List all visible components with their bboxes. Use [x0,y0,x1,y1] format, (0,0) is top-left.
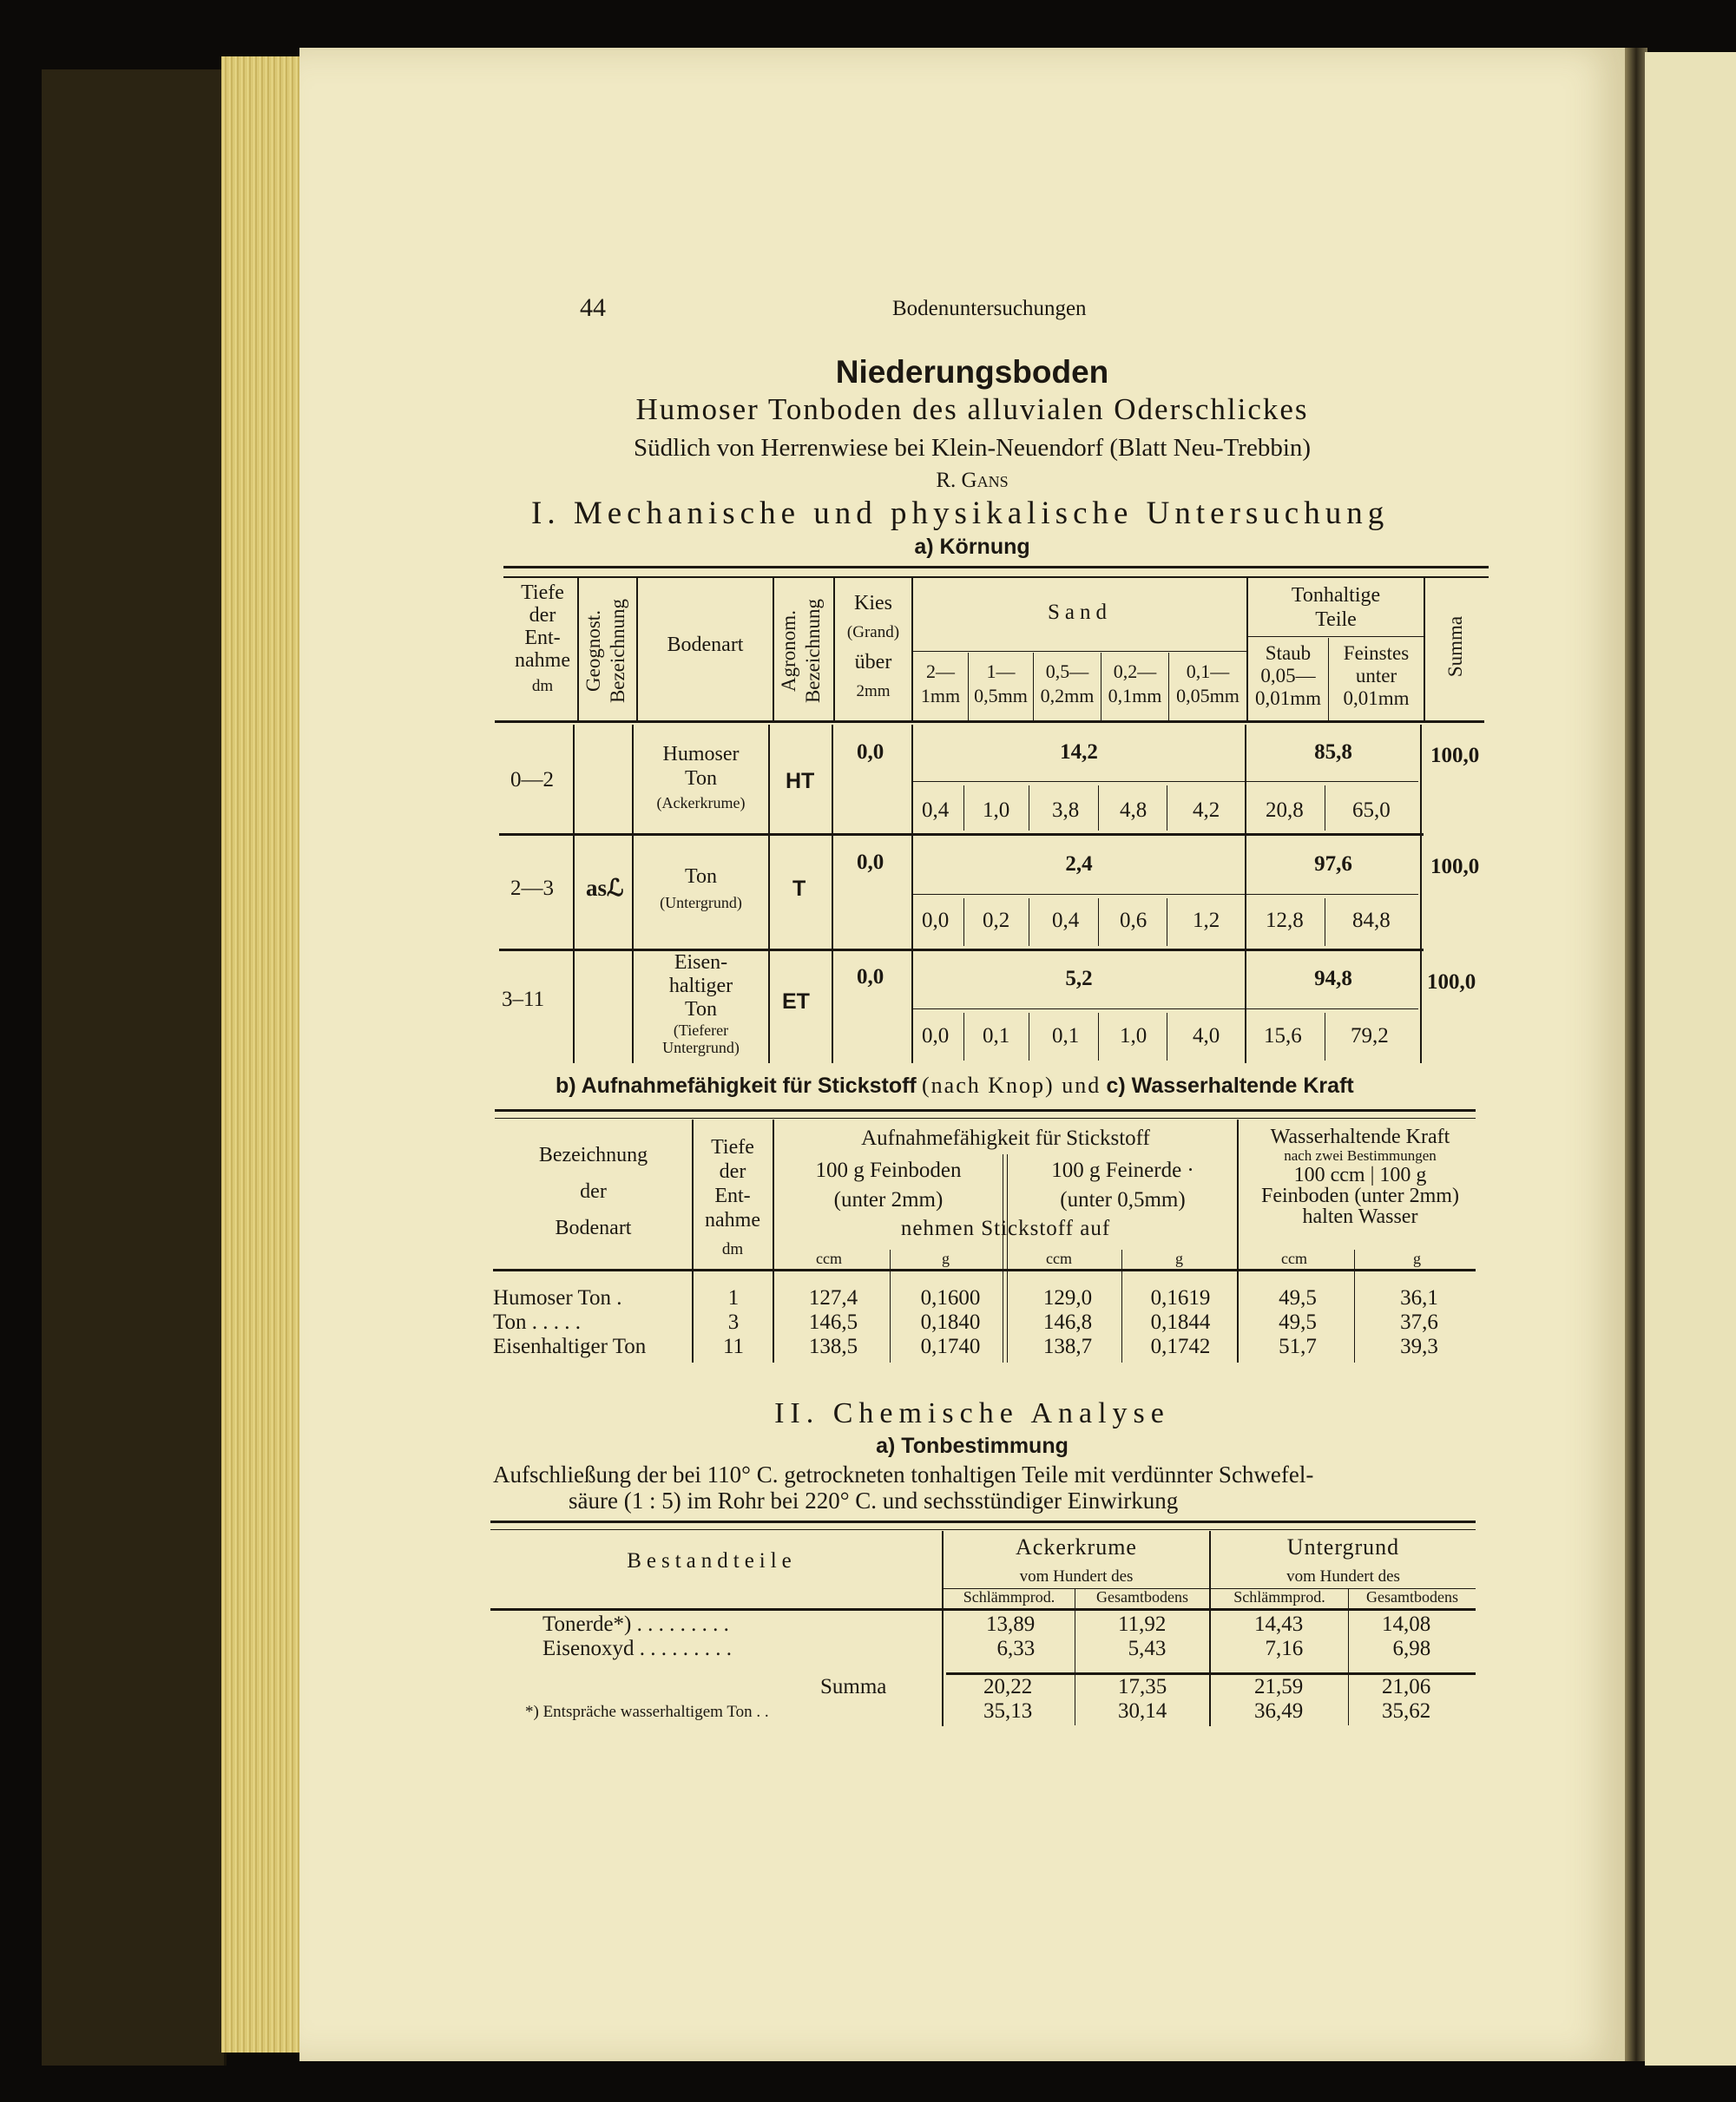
feinstes-value: 79,2 [1351,1024,1389,1048]
section1b-heading: b) Aufnahmefähigkeit für Stickstoff (nach Knop) und c) Wasserhaltende Kraft [556,1073,1354,1098]
value-column: 13,89 6,33 [986,1613,1036,1660]
value-column: 0,1600 0,1840 0,1740 [920,1286,981,1358]
sand-value: 0,0 [922,1024,950,1048]
sand-value: 0,2 [983,909,1010,932]
value-column: 14,08 6,98 [1382,1613,1431,1660]
agronom-cell: T [792,877,806,901]
summa-value: 21,59 [1254,1675,1304,1698]
rule [503,576,1489,578]
running-title: Bodenuntersuchungen [892,297,1087,320]
sand-value: 0,1 [1052,1024,1080,1048]
col-divider [577,576,579,720]
vom-hundert: vom Hundert des [1019,1567,1134,1586]
col-sand-3: 0,5— 0,2mm [1040,660,1095,706]
book-cover [42,69,227,2066]
value-column: 0,1619 0,1844 0,1742 [1150,1286,1211,1358]
col-bezeichnung: Bezeichnung der Bodenart [538,1144,648,1239]
main-title: Niederungsboden [835,354,1109,390]
col-aufnahme: Aufnahmefähigkeit für Stickstoff [861,1127,1150,1150]
col-divider [1420,725,1422,1063]
summa-value: 20,22 [983,1675,1033,1698]
rule [490,1529,1476,1530]
table-row: 2—3 [510,877,554,900]
agronom-cell: HT [786,769,815,793]
row-divider [913,781,1418,782]
table-row: 3–11 [502,988,545,1011]
sand-value: 0,4 [1052,909,1080,932]
cell-divider [1098,1013,1099,1061]
author: R. Gans [936,469,1009,492]
rule [495,1118,1476,1119]
col-divider [1121,1250,1122,1363]
col-bodenart: Bodenart [667,634,744,656]
row-divider [913,1008,1418,1009]
sub-col: Gesamtbodens [1366,1588,1458,1606]
unit-label: g [1413,1250,1421,1267]
col-divider [1348,1588,1349,1725]
col-sand: Sand [1048,601,1112,624]
col-staub: Staub 0,05— 0,01mm [1254,642,1322,709]
table-row: Tonerde*) . . . . . . . . . Eisenoxyd . . . . . . . . . [542,1613,733,1660]
col-divider [1354,1250,1355,1363]
sand-total: 2,4 [1065,852,1093,876]
feinstes-value: 84,8 [1352,909,1391,932]
staub-value: 15,6 [1264,1024,1302,1048]
sand-value: 0,1 [983,1024,1010,1048]
ton-total: 85,8 [1314,740,1352,764]
staub-value: 12,8 [1266,909,1304,932]
table-row: 0—2 [510,768,554,792]
col-bestandteile: Bestandteile [627,1549,797,1573]
sand-value: 0,0 [922,909,950,932]
agronom-cell: ET [782,989,810,1014]
sand-value: 4,0 [1193,1024,1220,1048]
sand-value: 1,2 [1193,909,1220,932]
col-feinerde: 100 g Feinerde · (unter 0,5mm) [1051,1159,1194,1212]
unit-label: g [942,1250,950,1267]
unit-label: g [1175,1250,1183,1267]
summa-value: 21,06 [1382,1675,1431,1698]
cell-divider [963,1013,964,1061]
section2-desc-2: säure (1 : 5) im Rohr bei 220° C. und sechsstündiger Einwirkung [569,1488,1179,1514]
value-column: 129,0 146,8 138,7 [1042,1286,1093,1358]
col-kies: Kies (Grand) über 2mm [846,592,900,700]
col-wasser: Wasserhaltende Kraft nach zwei Bestimmungen 100 ccm | 100 g Feinboden (unter 2mm) halten Wasser [1261,1126,1459,1228]
col-sand-4: 0,2— 0,1mm [1108,660,1162,706]
bodenart-cell: Eisen- haltiger Ton (Tieferer Untergrund) [662,951,740,1056]
sand-value: 0,6 [1120,909,1147,932]
summa-value: 100,0 [1430,855,1480,878]
col-agronom: Agronom. Bezeichnung [778,598,824,704]
row-divider [499,833,1424,836]
col-divider [890,1250,891,1363]
vom-hundert: vom Hundert des [1286,1567,1400,1586]
summa-value: 100,0 [1427,970,1476,994]
cell-divider [1098,898,1099,946]
rule [495,1109,1476,1112]
rule [490,1521,1476,1523]
kies-cell: 0,0 [857,851,884,874]
footnote-value: 36,49 [1254,1699,1304,1723]
value-column: 127,4 146,5 138,5 [808,1286,858,1358]
col-geognost: Geognost. Bezeichnung [582,598,628,704]
footnote-value: 30,14 [1118,1699,1167,1723]
footnote: *) Entspräche wasserhaltigem Ton . . [525,1703,769,1721]
col-feinstes: Feinstes unter 0,01mm [1343,642,1410,709]
col-nehmen: nehmen Stickstoff auf [900,1217,1111,1240]
rule [493,1269,1476,1271]
col-divider [768,725,770,1063]
row-divider [913,894,1418,895]
rule [495,720,1484,723]
col-sand-1: 2— 1mm [920,660,961,706]
section2-heading: II. Chemische Analyse [774,1397,1170,1429]
col-untergrund: Untergrund [1286,1534,1400,1560]
sand-value: 4,8 [1120,798,1147,822]
sand-value: 1,0 [983,798,1010,822]
col-tiefe: Tiefe der Ent- nahme dm [515,581,570,695]
location: Südlich von Herrenwiese bei Klein-Neuendorf (Blatt Neu-Trebbin) [633,434,1312,462]
summa-value: 100,0 [1430,744,1480,767]
unit-label: ccm [816,1250,842,1267]
sand-value: 3,8 [1052,798,1080,822]
sub-col: Gesamtbodens [1096,1588,1188,1606]
col-ackerkrume: Ackerkrume [1016,1534,1137,1560]
section1-heading: I. Mechanische und physikalische Untersuchung [531,496,1390,531]
col-tonhaltige: Tonhaltige Teile [1291,584,1381,631]
sub-col: Schlämmprod. [963,1588,1055,1606]
col-divider [573,725,575,1063]
value-column: 11,92 5,43 [1118,1613,1167,1660]
section2-sub-a: a) Tonbestimmung [876,1434,1069,1458]
cell-divider [963,785,964,831]
col-sand-5: 0,1— 0,05mm [1176,660,1240,706]
rule [490,1608,1476,1611]
staub-value: 20,8 [1266,798,1304,822]
sand-value: 4,2 [1193,798,1220,822]
rule [1248,636,1424,637]
col-tiefe-2: Tiefe der Ent- nahme dm [705,1136,760,1258]
bodenart-cell: Humoser Ton (Ackerkrume) [656,743,746,811]
value-column: 36,1 37,6 39,3 [1400,1286,1438,1358]
unit-label: ccm [1281,1250,1307,1267]
feinstes-value: 65,0 [1352,798,1391,822]
sub-col: Schlämmprod. [1233,1588,1325,1606]
page-edges [221,56,304,2053]
section1-sub-a: a) Körnung [914,535,1030,559]
rule [913,651,1246,652]
section2-desc-1: Aufschließung der bei 110° C. getrockneten tonhaltigen Teile mit verdünnter Schwefel- [493,1462,1314,1488]
col-sand-2: 1— 0,5mm [974,660,1028,706]
col-summa: Summa [1444,615,1466,678]
sand-value: 0,4 [922,798,950,822]
unit-label: ccm [1046,1250,1072,1267]
footnote-value: 35,62 [1382,1699,1431,1723]
col-divider [1424,576,1425,720]
summa-label: Summa [820,1675,887,1698]
summa-value: 17,35 [1118,1675,1167,1698]
sand-total: 5,2 [1065,967,1093,990]
footnote-value: 35,13 [983,1699,1033,1723]
col-divider [1007,1154,1008,1363]
rule [503,566,1489,568]
ton-total: 94,8 [1314,967,1352,990]
kies-cell: 0,0 [857,965,884,989]
next-page-edge [1645,52,1736,2066]
tiefe-values: 1 3 11 [722,1286,745,1358]
geognost-value: asℒ [586,875,624,901]
col-feinboden: 100 g Feinboden (unter 2mm) [815,1159,962,1212]
subtitle: Humoser Tonboden des alluvialen Oderschlickes [635,392,1309,426]
ton-total: 97,6 [1314,852,1352,876]
cell-divider [963,898,964,946]
kies-cell: 0,0 [857,740,884,764]
col-divider [832,725,833,1063]
table-row: Humoser Ton . Ton . . . . . Eisenhaltiger Ton [493,1286,647,1358]
sand-value: 1,0 [1120,1024,1147,1048]
col-divider [773,576,774,720]
bodenart-cell: Ton (Untergrund) [660,865,742,911]
cell-divider [1098,785,1099,831]
sand-total: 14,2 [1060,740,1098,764]
value-column: 49,5 49,5 51,7 [1279,1286,1317,1358]
value-column: 14,43 7,16 [1254,1613,1304,1660]
page-number: 44 [580,293,606,322]
